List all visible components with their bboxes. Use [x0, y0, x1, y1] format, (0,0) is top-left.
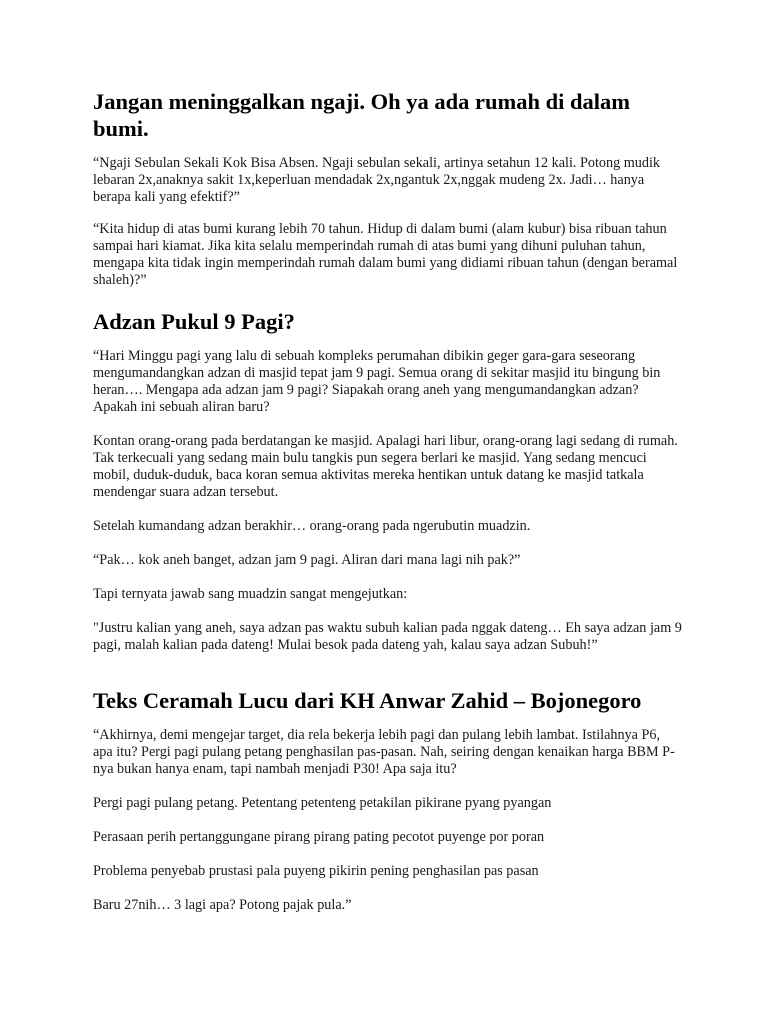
section-3-paragraph-1: “Akhirnya, demi mengejar target, dia rela bekerja lebih pagi dan pulang lebih lambat. Istilahnya P6, apa itu? Pergi pagi pulang petang penghasilan pas-pasan. Nah, seiring dengan kenaikan harga BBM P-nya bukan hanya enam, tapi nambah menjadi P30! Apa saja itu?	[93, 727, 675, 777]
section-2-paragraph-2: Kontan orang-orang pada berdatangan ke masjid. Apalagi hari libur, orang-orang lagi sedang di rumah. Tak terkecuali yang sedang main bulu tangkis pun segera berlari ke masjid. Yang sedang mencuci mobil, duduk-duduk, baca koran semua aktivitas mereka hentikan untuk datang ke masjid tatkala mendengar suara adzan tersebut.	[93, 433, 678, 500]
section-3-paragraph-4: Problema penyebab prustasi pala puyeng pikirin pening penghasilan pas pasan	[93, 863, 539, 879]
section-2-heading: Adzan Pukul 9 Pagi?	[93, 309, 295, 334]
section-3-paragraph-5: Baru 27nih… 3 lagi apa? Potong pajak pula.”	[93, 897, 352, 913]
section-2-paragraph-5: Tapi ternyata jawab sang muadzin sangat mengejutkan:	[93, 586, 408, 602]
section-2-paragraph-1: “Hari Minggu pagi yang lalu di sebuah kompleks perumahan dibikin geger gara-gara seseorang mengumandangkan adzan di masjid tepat jam 9 pagi. Semua orang di sekitar masjid itu bingung bin heran…. Mengapa ada adzan jam 9 pagi? Siapakah orang aneh yang mengumandangkan adzan? Apakah ini sebuah aliran baru?	[93, 348, 661, 415]
section-3-paragraph-3: Perasaan perih pertanggungane pirang pirang pating pecotot puyenge por poran	[93, 829, 545, 845]
section-3-paragraph-2: Pergi pagi pulang petang. Petentang petenteng petakilan pikirane pyang pyangan	[93, 795, 552, 811]
section-1-paragraph-1: “Ngaji Sebulan Sekali Kok Bisa Absen. Ngaji sebulan sekali, artinya setahun 12 kali. Potong mudik lebaran 2x,anaknya sakit 1x,keperluan mendadak 2x,ngantuk 2x,nggak mudeng 2x. Jadi… hanya berapa kali yang efektif?”	[93, 155, 661, 205]
section-3-heading: Teks Ceramah Lucu dari KH Anwar Zahid – Bojonegoro	[93, 688, 642, 713]
section-2-paragraph-6: "Justru kalian yang aneh, saya adzan pas waktu subuh kalian pada nggak dateng… Eh saya adzan jam 9 pagi, malah kalian pada dateng! Mulai besok pada dateng yah, kalau saya adzan Subuh!”	[93, 620, 682, 653]
section-2-paragraph-4: “Pak… kok aneh banget, adzan jam 9 pagi. Aliran dari mana lagi nih pak?”	[93, 552, 521, 568]
section-2-paragraph-3: Setelah kumandang adzan berakhir… orang-orang pada ngerubutin muadzin.	[93, 518, 531, 534]
section-1-paragraph-2: “Kita hidup di atas bumi kurang lebih 70 tahun. Hidup di dalam bumi (alam kubur) bisa ribuan tahun sampai hari kiamat. Jika kita selalu memperindah rumah di atas bumi yang dihuni puluhan tahun, mengapa kita tidak ingin memperindah rumah dalam bumi yang didiami ribuan tahun (dengan beramal shaleh)?”	[93, 221, 678, 288]
section-1-heading: Jangan meninggalkan ngaji. Oh ya ada rumah di dalam bumi.	[93, 89, 631, 141]
